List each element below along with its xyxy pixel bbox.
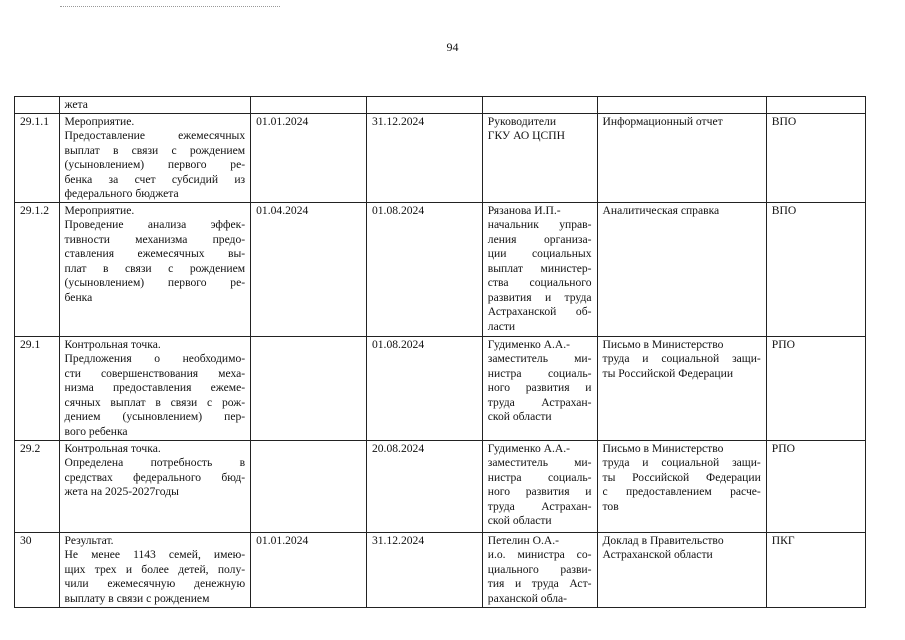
cell-responsible	[482, 113, 597, 202]
cell-activity-line: средствах федерального бюд-	[64, 470, 246, 484]
cell-activity-line: выплат в связи с рождением	[64, 143, 246, 157]
cell-activity-line: бенка	[64, 290, 93, 304]
cell-responsible-line: циального разви-	[487, 562, 592, 576]
cell-responsible	[482, 532, 597, 607]
cell-responsible	[482, 97, 597, 114]
cell-responsible-line: ласти	[487, 319, 516, 333]
cell-code: ВПО	[766, 202, 865, 336]
cell-document	[597, 97, 766, 114]
cell-responsible-line: труда Астрахан-	[487, 395, 592, 409]
cell-responsible-line: Петелин О.А.-	[487, 533, 560, 547]
table-row	[15, 532, 866, 607]
cell-activity-line: жета	[64, 98, 88, 111]
cell-activity-line: щих трех и более детей, полу-	[64, 562, 246, 576]
cell-document-line: Аналитическая справка	[602, 203, 720, 217]
cell-activity-line: Мероприятие.	[64, 114, 135, 128]
cell-responsible-line: заместитель ми-	[487, 352, 592, 365]
table-row	[15, 97, 866, 114]
cell-activity-line: чили ежемесячную денежную	[64, 577, 246, 590]
cell-activity-line: Результат.	[64, 533, 114, 547]
cell-responsible-line: Рязанова И.П.-	[487, 203, 561, 217]
cell-responsible-line: Гудименко А.А.-	[487, 441, 571, 455]
cell-code	[766, 97, 865, 114]
cell-activity-line: (усыновлением) первого ре-	[64, 158, 246, 171]
cell-activity-line: сти совершенствования меха-	[64, 366, 246, 380]
cell-code: РПО	[766, 440, 865, 532]
table-row	[15, 202, 866, 336]
cell-start-date: 01.01.2024	[251, 532, 367, 607]
cell-responsible	[482, 202, 597, 336]
table-row	[15, 440, 866, 532]
cell-activity-line: сячных выплат в связи с рож-	[64, 395, 246, 409]
cell-responsible-line: нистра социаль-	[487, 470, 592, 484]
cell-responsible-line: ного развития и	[487, 485, 592, 498]
scan-artifact	[60, 6, 280, 9]
cell-document-line: Доклад в Правительство	[602, 533, 724, 547]
cell-start-date	[251, 97, 367, 114]
cell-activity	[59, 532, 251, 607]
cell-document-line: с предоставлением расче-	[602, 485, 761, 498]
cell-activity-line: Предоставление ежемесячных	[64, 129, 246, 142]
cell-document	[597, 113, 766, 202]
cell-responsible-line: ГКУ АО ЦСПН	[487, 129, 566, 142]
plan-table	[14, 96, 866, 608]
cell-number: 29.1	[15, 336, 60, 440]
cell-responsible-line: и.о. министра со-	[487, 548, 592, 561]
cell-responsible-line: ской области	[487, 514, 552, 527]
table-row	[15, 113, 866, 202]
cell-responsible-line: ного развития и	[487, 381, 592, 394]
cell-start-date: 01.01.2024	[251, 113, 367, 202]
cell-responsible-line: заместитель ми-	[487, 456, 592, 469]
cell-activity-line: Предложения о необходимо-	[64, 352, 246, 365]
cell-activity-line: Определена потребность в	[64, 456, 246, 469]
cell-number: 29.2	[15, 440, 60, 532]
cell-end-date: 01.08.2024	[366, 336, 482, 440]
cell-document-line: Письмо в Министерство	[602, 441, 724, 455]
cell-responsible-line: нистра социаль-	[487, 366, 592, 380]
cell-activity-line: низма предоставления ежеме-	[64, 381, 246, 394]
cell-responsible-line: ской области	[487, 410, 552, 423]
cell-activity-line: Проведение анализа эффек-	[64, 218, 246, 231]
cell-number: 29.1.1	[15, 113, 60, 202]
cell-responsible-line: труда Астрахан-	[487, 499, 592, 513]
cell-document-line: труда и социальной защи-	[602, 456, 761, 469]
cell-document-line: ты Российской Федерации	[602, 470, 761, 484]
cell-activity	[59, 97, 251, 114]
cell-code: ВПО	[766, 113, 865, 202]
cell-end-date: 31.12.2024	[366, 532, 482, 607]
cell-number	[15, 97, 60, 114]
cell-responsible-line: тия и труда Аст-	[487, 577, 592, 590]
cell-activity-line: жета на 2025-2027годы	[64, 485, 179, 498]
cell-activity	[59, 202, 251, 336]
cell-activity-line: выплату в связи с рождением	[64, 591, 210, 605]
cell-responsible-line: выплат министер-	[487, 261, 592, 275]
cell-end-date	[366, 97, 482, 114]
cell-number: 29.1.2	[15, 202, 60, 336]
cell-document	[597, 336, 766, 440]
cell-document-line: Информационный отчет	[602, 114, 723, 128]
cell-activity-line: Контрольная точка.	[64, 337, 161, 351]
cell-responsible-line: начальник управ-	[487, 218, 592, 231]
cell-responsible-line: ства социального	[487, 276, 592, 289]
cell-document	[597, 532, 766, 607]
cell-activity-line: (усыновлением) первого ре-	[64, 276, 246, 289]
cell-end-date: 20.08.2024	[366, 440, 482, 532]
cell-document-line: Астраханской области	[602, 548, 713, 561]
cell-activity-line: Не менее 1143 семей, имею-	[64, 548, 246, 561]
cell-activity	[59, 113, 251, 202]
cell-start-date: 01.04.2024	[251, 202, 367, 336]
cell-responsible	[482, 440, 597, 532]
page-number: 94	[446, 40, 459, 54]
cell-activity-line: ставления ежемесячных вы-	[64, 247, 246, 260]
cell-activity	[59, 440, 251, 532]
cell-activity-line: Контрольная точка.	[64, 441, 161, 455]
cell-responsible-line: Руководители	[487, 114, 557, 128]
cell-activity	[59, 336, 251, 440]
cell-responsible-line: ции социальных	[487, 247, 592, 260]
cell-activity-line: плат в связи с рождением	[64, 261, 246, 275]
cell-document-line: Письмо в Министерство	[602, 337, 724, 351]
table-row	[15, 336, 866, 440]
cell-document	[597, 440, 766, 532]
cell-responsible-line: Астраханской об-	[487, 305, 592, 318]
cell-activity-line: федерального бюджета	[64, 187, 179, 200]
cell-document-line: ты Российской Федерации	[602, 366, 734, 380]
cell-activity-line: бенка за счет субсидий из	[64, 172, 246, 186]
cell-number: 30	[15, 532, 60, 607]
cell-activity-line: Мероприятие.	[64, 203, 135, 217]
cell-responsible-line: Гудименко А.А.-	[487, 337, 571, 351]
cell-document	[597, 202, 766, 336]
cell-responsible	[482, 336, 597, 440]
cell-end-date: 01.08.2024	[366, 202, 482, 336]
cell-code: ПКГ	[766, 532, 865, 607]
cell-document-line: труда и социальной защи-	[602, 352, 761, 365]
cell-responsible-line: ления организа-	[487, 232, 592, 246]
cell-start-date	[251, 336, 367, 440]
cell-code: РПО	[766, 336, 865, 440]
cell-activity-line: вого ребенка	[64, 424, 128, 438]
plan-table-body	[15, 97, 866, 608]
cell-activity-line: тивности механизма предо-	[64, 232, 246, 246]
cell-document-line: тов	[602, 499, 619, 513]
cell-responsible-line: развития и труда	[487, 290, 592, 304]
cell-responsible-line: раханской обла-	[487, 591, 568, 605]
cell-start-date	[251, 440, 367, 532]
cell-end-date: 31.12.2024	[366, 113, 482, 202]
cell-activity-line: дением (усыновлением) пер-	[64, 410, 246, 423]
